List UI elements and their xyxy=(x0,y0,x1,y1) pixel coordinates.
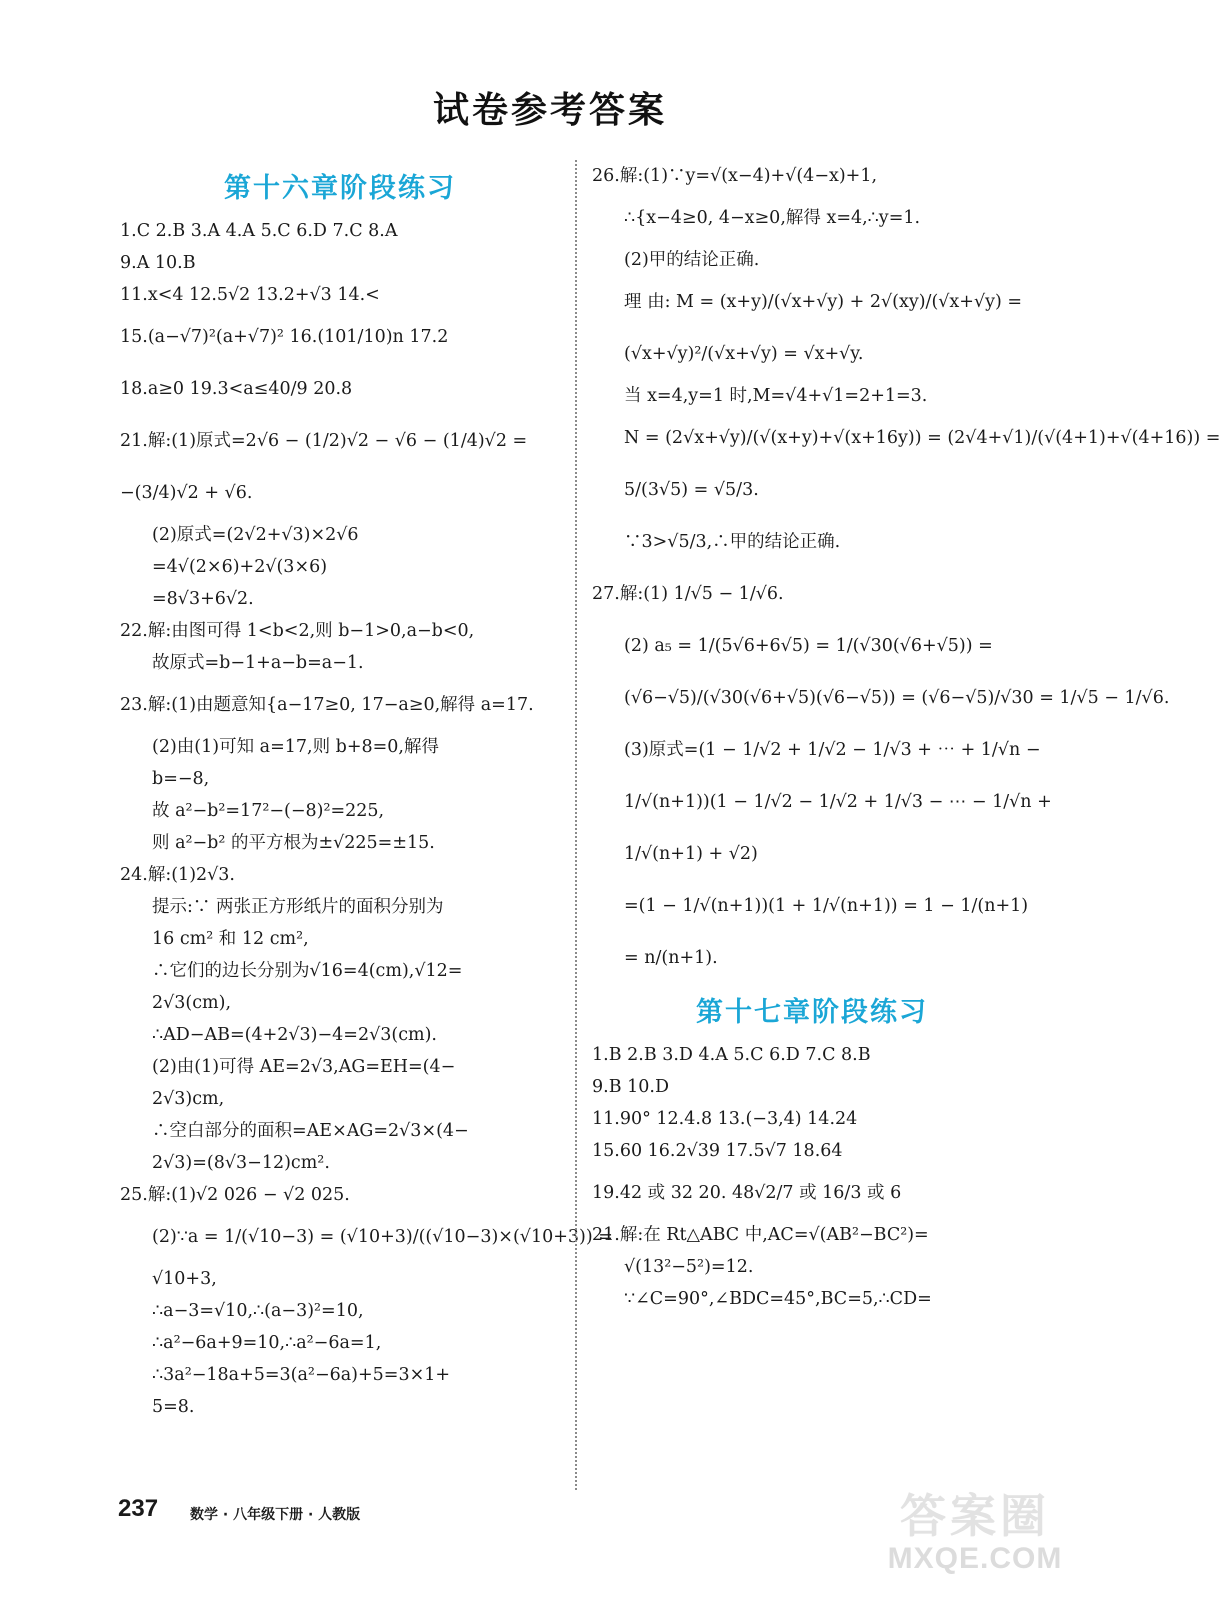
answer-line: (2)由(1)可知 a=17,则 b+8=0,解得 xyxy=(152,737,439,757)
answer-line: 11.x<4 12.5√2 13.2+√3 14.< xyxy=(120,285,380,305)
answer-line: 26.解:(1)∵y=√(x−4)+√(4−x)+1, xyxy=(592,166,878,186)
answer-line: 24.解:(1)2√3. xyxy=(120,865,235,885)
answer-line: √10+3, xyxy=(152,1269,217,1289)
answer-line: b=−8, xyxy=(152,769,210,789)
answer-line: 15.(a−√7)²(a+√7)² 16.(101/10)n 17.2 xyxy=(120,327,449,347)
answer-line: 当 x=4,y=1 时,M=√4+√1=2+1=3. xyxy=(624,386,928,406)
answer-line: 则 a²−b² 的平方根为±√225=±15. xyxy=(152,833,435,853)
answer-line: (2)原式=(2√2+√3)×2√6 xyxy=(152,525,359,545)
answer-line: (2)甲的结论正确. xyxy=(624,250,760,270)
section-title-chapter17: 第十七章阶段练习 xyxy=(696,997,928,1028)
answer-line: 5=8. xyxy=(152,1397,195,1417)
answer-line: 21.解:在 Rt△ABC 中,AC=√(AB²−BC²)= xyxy=(592,1225,929,1245)
answer-line: 故 a²−b²=17²−(−8)²=225, xyxy=(152,801,385,821)
answer-line: 提示:∵ 两张正方形纸片的面积分别为 xyxy=(152,897,444,917)
answer-line: 23.解:(1)由题意知{a−17≥0, 17−a≥0,解得 a=17. xyxy=(120,695,534,715)
answer-line: ∴AD−AB=(4+2√3)−4=2√3(cm). xyxy=(152,1025,437,1045)
section-title-chapter16: 第十六章阶段练习 xyxy=(224,173,456,204)
book-info: 数学 · 八年级下册 · 人教版 xyxy=(190,1507,361,1523)
answer-line: ∴{x−4≥0, 4−x≥0,解得 x=4,∴y=1. xyxy=(624,208,921,228)
answer-line: 15.60 16.2√39 17.5√7 18.64 xyxy=(592,1141,843,1161)
answer-line: 9.A 10.B xyxy=(120,253,196,273)
answer-line: ∵3>√5/3,∴甲的结论正确. xyxy=(624,532,841,552)
answer-line: 1/√(n+1) + √2) xyxy=(624,844,758,864)
answer-line: 22.解:由图可得 1<b<2,则 b−1>0,a−b<0, xyxy=(120,621,475,641)
answer-line: (2)由(1)可得 AE=2√3,AG=EH=(4− xyxy=(152,1057,456,1077)
answer-line: 9.B 10.D xyxy=(592,1077,669,1097)
answer-line: =(1 − 1/√(n+1))(1 + 1/√(n+1)) = 1 − 1/(n+1) xyxy=(624,896,1029,916)
answer-line: 5/(3√5) = √5/3. xyxy=(624,480,759,500)
left-column xyxy=(120,160,613,1423)
answer-line: (√x+√y)²/(√x+√y) = √x+√y. xyxy=(624,344,864,364)
answer-line: 19.42 或 32 20. 48√2/7 或 16/3 或 6 xyxy=(592,1183,902,1203)
answer-line: 1.C 2.B 3.A 4.A 5.C 6.D 7.C 8.A xyxy=(120,221,398,241)
answer-line: √(13²−5²)=12. xyxy=(624,1257,754,1277)
answer-line: ∴3a²−18a+5=3(a²−6a)+5=3×1+ xyxy=(152,1365,451,1385)
answer-line: 11.90° 12.4.8 13.(−3,4) 14.24 xyxy=(592,1109,858,1129)
page-number: 237 xyxy=(118,1495,159,1522)
answer-line: −(3/4)√2 + √6. xyxy=(120,483,253,503)
answer-line: 18.a≥0 19.3<a≤40/9 20.8 xyxy=(120,379,353,399)
answer-line: 16 cm² 和 12 cm², xyxy=(152,929,309,949)
watermark-logo xyxy=(880,1480,1070,1590)
answer-line: ∴它们的边长分别为√16=4(cm),√12= xyxy=(152,961,463,981)
right-column xyxy=(592,160,1220,1315)
watermark-text: 答案圈 xyxy=(900,1489,1050,1543)
answer-line: 1.B 2.B 3.D 4.A 5.C 6.D 7.C 8.B xyxy=(592,1045,871,1065)
watermark-url: MXQE.COM xyxy=(887,1542,1063,1575)
answer-line: ∴空白部分的面积=AE×AG=2√3×(4− xyxy=(152,1121,469,1141)
answer-line: 2√3(cm), xyxy=(152,993,232,1013)
page-title: 试卷参考答案 xyxy=(432,90,667,131)
answer-line: (2)∵a = 1/(√10−3) = (√10+3)/((√10−3)×(√10+3)) = xyxy=(152,1227,613,1247)
answer-line: =8√3+6√2. xyxy=(152,589,254,609)
answer-line: (2) a₅ = 1/(5√6+6√5) = 1/(√30(√6+√5)) = xyxy=(624,636,993,656)
answer-line: = n/(n+1). xyxy=(624,948,718,968)
answer-line: 2√3)cm, xyxy=(152,1089,225,1109)
answer-line: 1/√(n+1))(1 − 1/√2 − 1/√2 + 1/√3 − ⋯ − 1/√n + xyxy=(624,792,1052,812)
answer-line: ∴a−3=√10,∴(a−3)²=10, xyxy=(152,1301,364,1321)
answer-line: 27.解:(1) 1/√5 − 1/√6. xyxy=(592,584,784,604)
column-divider xyxy=(575,160,577,1490)
answer-line: 故原式=b−1+a−b=a−1. xyxy=(152,653,364,673)
answer-line: (√6−√5)/(√30(√6+√5)(√6−√5)) = (√6−√5)/√30 = 1/√5 − 1/√6. xyxy=(624,688,1170,708)
answer-line: 理 由: M = (x+y)/(√x+√y) + 2√(xy)/(√x+√y) = xyxy=(624,292,1023,312)
answer-line: ∵∠C=90°,∠BDC=45°,BC=5,∴CD= xyxy=(624,1289,932,1309)
answer-line: =4√(2×6)+2√(3×6) xyxy=(152,557,328,577)
answer-line: 21.解:(1)原式=2√6 − (1/2)√2 − √6 − (1/4)√2 = xyxy=(120,431,528,451)
answer-line: 25.解:(1)√2 026 − √2 025. xyxy=(120,1185,350,1205)
answer-line: (3)原式=(1 − 1/√2 + 1/√2 − 1/√3 + ⋯ + 1/√n − xyxy=(624,740,1041,760)
answer-line: ∴a²−6a+9=10,∴a²−6a=1, xyxy=(152,1333,382,1353)
answer-line: N = (2√x+√y)/(√(x+y)+√(x+16y)) = (2√4+√1)/(√(4+1)+√(4+16)) = xyxy=(624,428,1220,448)
answer-line: 2√3)=(8√3−12)cm². xyxy=(152,1153,330,1173)
